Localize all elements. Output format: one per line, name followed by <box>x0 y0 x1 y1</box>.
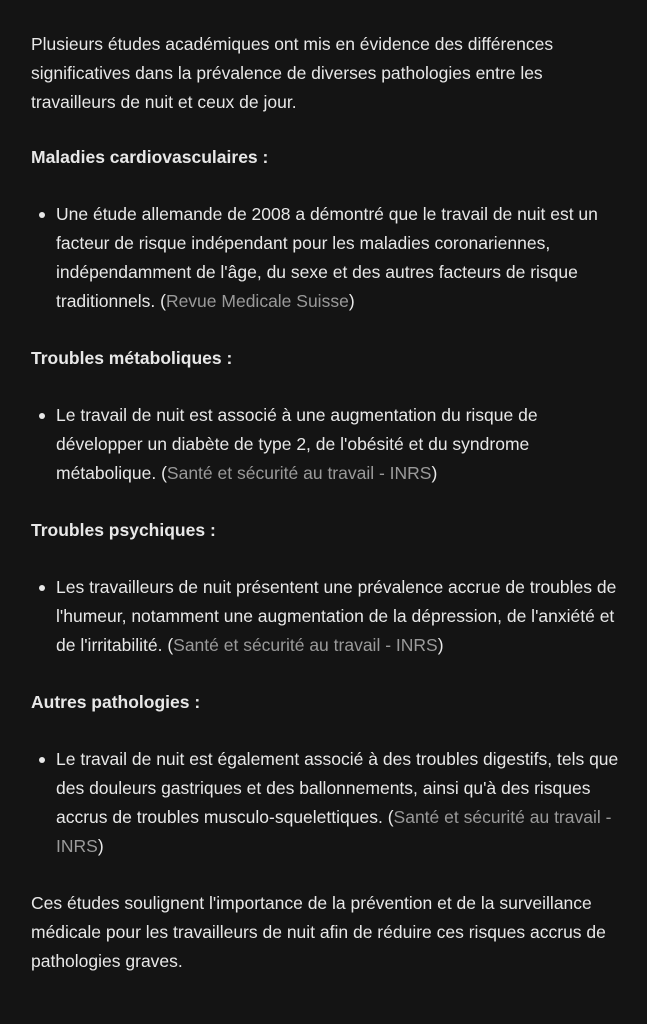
list-item: Le travail de nuit est associé à une augmentation du risque de développer un diabète de type 2, de l'obésité et du syndrome métabolique. (Santé et sécurité au travail - INRS) <box>31 401 627 488</box>
bullet-text: Une étude allemande de 2008 a démontré que le travail de nuit est un facteur de risque indépendant pour les maladies coronariennes, indépendamment de l'âge, du sexe et des autres facteurs de risque traditionnels. <box>56 204 598 311</box>
bullet-list <box>31 200 627 316</box>
source-link[interactable]: Santé et sécurité au travail - INRS <box>173 635 438 655</box>
section-metabolic <box>31 344 627 488</box>
intro-paragraph: Plusieurs études académiques ont mis en évidence des différences significatives dans la prévalence de diverses pathologies entre les travailleurs de nuit et ceux de jour. <box>31 34 554 112</box>
bullet-list <box>31 573 627 660</box>
source-link[interactable]: Revue Medicale Suisse <box>165 291 349 311</box>
section-cardiovascular <box>31 143 627 316</box>
list-item: Le travail de nuit est également associé à des troubles digestifs, tels que des douleurs gastriques et des ballonnements, ainsi qu'à des risques accrus de troubles musculo-squelettiques. (Santé et sécurité au travail - INRS) <box>31 745 627 861</box>
conclusion-paragraph: Ces études soulignent l'importance de la prévention et de la surveillance médicale pour les travailleurs de nuit afin de réduire ces risques accrus de pathologies graves. <box>31 893 606 971</box>
list-item: Une étude allemande de 2008 a démontré que le travail de nuit est un facteur de risque indépendant pour les maladies coronariennes, indépendamment de l'âge, du sexe et des autres facteurs de risque traditionnels. (Revue Medicale Suisse) <box>31 200 627 316</box>
bullet-list <box>31 745 627 861</box>
source-link[interactable]: Santé et sécurité au travail - INRS <box>166 463 432 483</box>
section-other <box>31 688 627 861</box>
section-heading: Maladies cardiovasculaires : <box>31 147 269 167</box>
section-heading: Autres pathologies : <box>31 692 201 712</box>
list-item: Les travailleurs de nuit présentent une prévalence accrue de troubles de l'humeur, notamment une augmentation de la dépression, de l'anxiété et de l'irritabilité. (Santé et sécurité au travail - INRS) <box>31 573 627 660</box>
bullet-text: Les travailleurs de nuit présentent une prévalence accrue de troubles de l'humeur, notamment une augmentation de la dépression, de l'anxiété et de l'irritabilité. <box>56 577 617 655</box>
bullet-text: Le travail de nuit est également associé à des troubles digestifs, tels que des douleurs gastriques et des ballonnements, ainsi qu'à des risques accrus de troubles musculo-squelettiques. <box>56 749 619 827</box>
bullet-list <box>31 401 627 488</box>
section-heading: Troubles métaboliques : <box>31 348 233 368</box>
section-psychic <box>31 516 627 660</box>
source-link[interactable]: Santé et sécurité au travail - INRS <box>56 807 612 856</box>
bullet-text: Le travail de nuit est associé à une augmentation du risque de développer un diabète de type 2, de l'obésité et du syndrome métabolique. <box>56 405 538 483</box>
section-heading: Troubles psychiques : <box>31 520 216 540</box>
